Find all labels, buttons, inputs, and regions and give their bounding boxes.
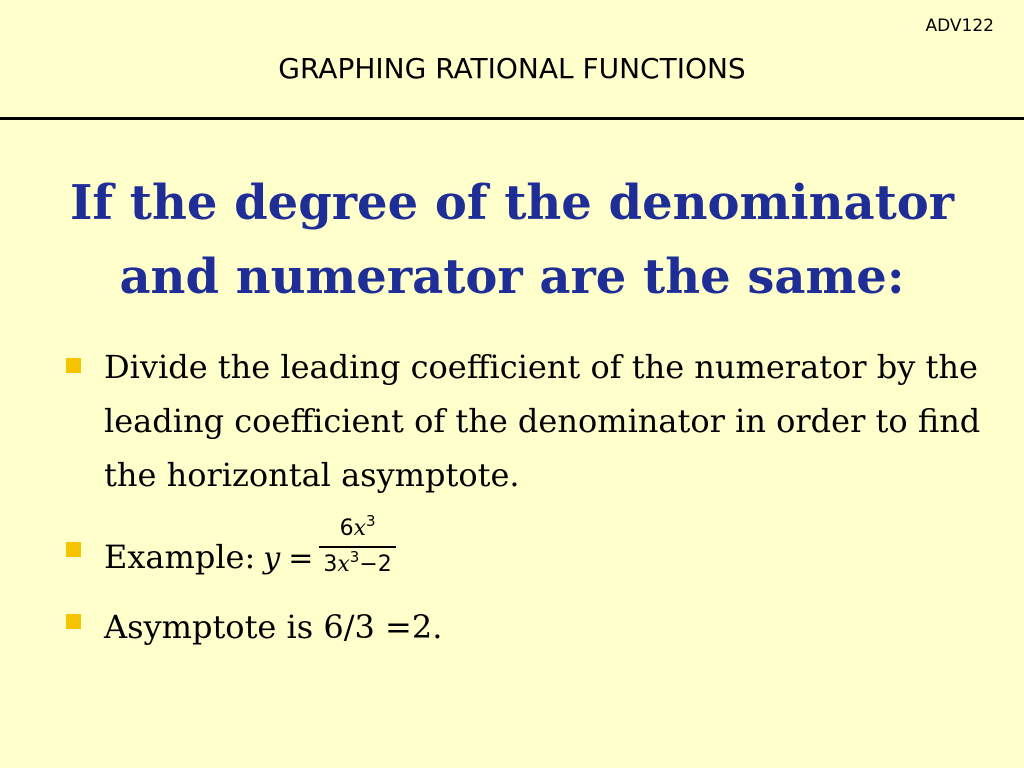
numerator-exponent: 3 bbox=[366, 512, 376, 530]
bullet-rule-text: Divide the leading coefficient of the numerator by the leading coefficient of the denominator in order to find the horizontal asymptote. bbox=[104, 348, 981, 494]
equation-fraction bbox=[319, 514, 395, 580]
numerator-coefficient: 6 bbox=[339, 516, 354, 541]
header-divider bbox=[0, 117, 1024, 120]
denominator-exponent: 3 bbox=[349, 548, 360, 566]
denominator-variable: x bbox=[337, 552, 350, 577]
denominator-coefficient: 3 bbox=[323, 552, 338, 577]
bullet-asymptote-text: Asymptote is 6/3 =2. bbox=[104, 608, 443, 646]
equation-y: y bbox=[263, 541, 281, 576]
fraction-denominator bbox=[319, 550, 395, 580]
bullet-rule bbox=[62, 340, 982, 502]
fraction-numerator bbox=[336, 514, 380, 544]
bullet-square-icon bbox=[66, 614, 81, 629]
numerator-variable: x bbox=[353, 516, 366, 541]
slide-heading-line-1: If the degree of the denominator bbox=[69, 175, 955, 231]
slide-header-title: GRAPHING RATIONAL FUNCTIONS bbox=[278, 52, 746, 85]
course-code: ADV122 bbox=[925, 16, 994, 36]
bullet-example bbox=[62, 512, 982, 600]
slide-heading bbox=[20, 166, 1004, 314]
slide-heading-line-2: and numerator are the same: bbox=[119, 249, 905, 305]
denominator-constant: −2 bbox=[359, 552, 392, 577]
equation-equals: = bbox=[288, 541, 314, 576]
bullet-square-icon bbox=[66, 358, 81, 373]
bullet-square-icon bbox=[66, 542, 81, 557]
bullet-list bbox=[62, 340, 982, 654]
bullet-asymptote bbox=[62, 600, 982, 654]
bullet-example-label: Example: bbox=[104, 537, 256, 576]
